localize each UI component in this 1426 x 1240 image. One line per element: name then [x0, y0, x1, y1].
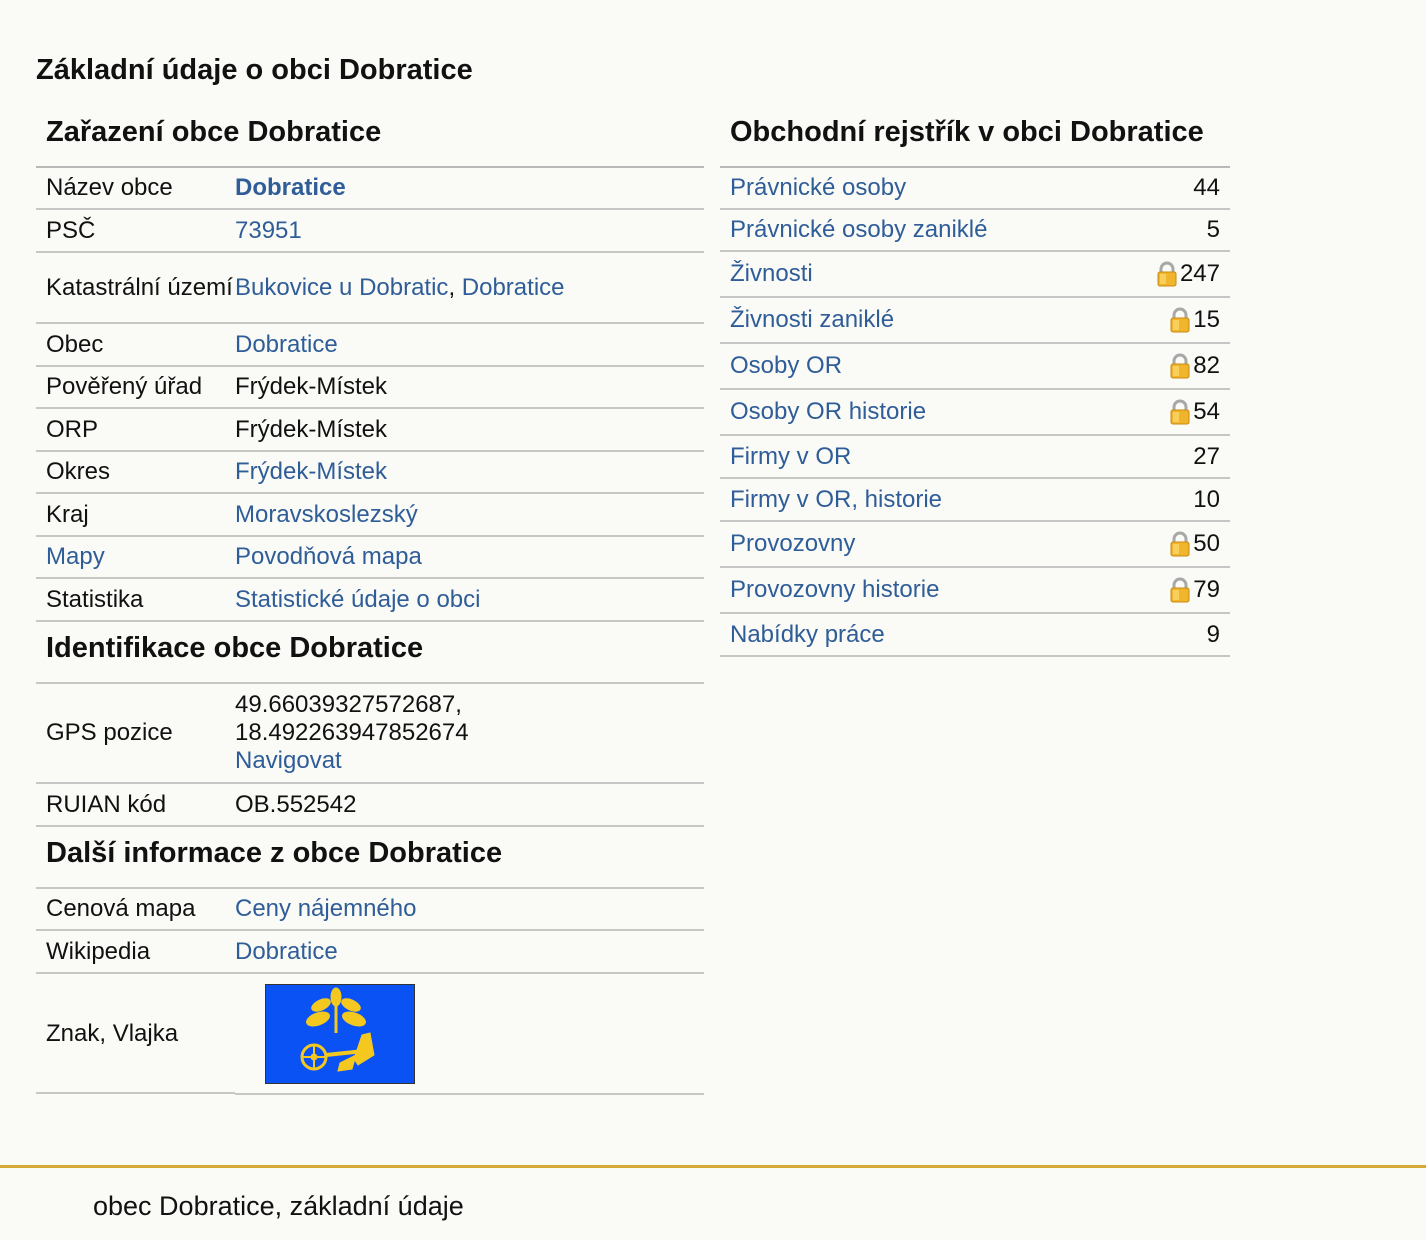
row-povereny-urad: [36, 367, 704, 409]
row-nazev-obce: [36, 168, 704, 210]
separator: ,: [448, 273, 462, 301]
row-okres: [36, 452, 704, 494]
page-title: Základní údaje o obci Dobratice: [36, 54, 473, 86]
row-mapy: [36, 537, 704, 579]
row-gps: [36, 684, 704, 784]
row-obec: [36, 324, 704, 367]
povodnova-mapa-link[interactable]: Povodňová mapa: [235, 543, 422, 570]
rejstrik-link[interactable]: Právnické osoby zaniklé: [730, 216, 988, 243]
row-psc: [36, 210, 704, 253]
rejstrik-link[interactable]: Právnické osoby: [730, 174, 907, 201]
rejstrik-count: [1170, 306, 1220, 334]
count-value: 27: [1193, 442, 1220, 470]
count-value: 50: [1193, 530, 1220, 557]
row-wikipedia: [36, 931, 704, 974]
ruian-value: OB.552542: [235, 790, 357, 818]
rejstrik-row: [720, 252, 1230, 298]
lock-icon: [1170, 577, 1190, 603]
rejstrik-count: [1193, 174, 1220, 202]
rejstrik-row: [720, 168, 1230, 210]
flag-emblem-icon: [266, 985, 414, 1083]
rejstrik-count: [1170, 576, 1220, 604]
row-label: Pověřený úřad: [46, 373, 203, 400]
gps-lat: 49.66039327572687,: [235, 691, 462, 718]
rejstrik-row: [720, 568, 1230, 614]
row-label: Kraj: [46, 500, 89, 528]
count-value: 15: [1193, 306, 1220, 333]
count-value: 10: [1193, 485, 1220, 513]
row-label: Statistika: [46, 585, 144, 613]
count-value: 9: [1206, 620, 1220, 648]
identifikace-title: Identifikace obce Dobratice: [36, 622, 704, 684]
rejstrik-link[interactable]: Firmy v OR: [730, 442, 852, 470]
row-znak-vlajka: [36, 974, 704, 1094]
rejstrik-count: [1157, 260, 1220, 288]
ceny-najemneho-link[interactable]: Ceny nájemného: [235, 895, 417, 922]
rejstrik-row: [720, 390, 1230, 436]
rejstrik-row: [720, 436, 1230, 479]
obec-name-link[interactable]: Dobratice: [235, 174, 346, 201]
row-ruian: [36, 784, 704, 827]
rejstrik-count: [1170, 530, 1220, 558]
obec-link[interactable]: Dobratice: [235, 330, 338, 358]
row-statistika: [36, 579, 704, 622]
count-value: 54: [1193, 398, 1220, 425]
footer-text: obec Dobratice, základní údaje: [93, 1191, 464, 1221]
flag-image[interactable]: [265, 984, 415, 1084]
row-label: Wikipedia: [46, 937, 151, 965]
row-katastralni-uzemi: [36, 253, 704, 324]
row-label: PSČ: [46, 216, 96, 244]
count-value: 82: [1193, 352, 1220, 379]
katastr-link-dobratice[interactable]: Dobratice: [461, 273, 565, 301]
lock-icon: [1157, 261, 1177, 287]
row-orp: [36, 409, 704, 452]
orp-value: Frýdek-Místek: [235, 415, 388, 443]
gps-lon: 18.492263947852674: [235, 719, 469, 746]
rejstrik-link[interactable]: Osoby OR historie: [730, 398, 927, 425]
count-value: 5: [1206, 216, 1220, 243]
rejstrik-link[interactable]: Nabídky práce: [730, 620, 885, 648]
rejstrik-title: Obchodní rejstřík v obci Dobratice: [720, 112, 1230, 168]
psc-link[interactable]: 73951: [235, 216, 302, 244]
rejstrik-row: [720, 344, 1230, 390]
rejstrik-count: [1207, 216, 1220, 244]
lock-icon: [1170, 399, 1190, 425]
rejstrik-row: [720, 614, 1230, 657]
kraj-link[interactable]: Moravskoslezský: [235, 500, 418, 528]
okres-link[interactable]: Frýdek-Místek: [235, 458, 388, 485]
rejstrik-row: [720, 522, 1230, 568]
rejstrik-link[interactable]: Osoby OR: [730, 352, 843, 379]
rejstrik-row: [720, 210, 1230, 252]
left-column: [36, 112, 704, 1094]
lock-icon: [1170, 353, 1190, 379]
row-label: Obec: [46, 330, 104, 358]
navigovat-link[interactable]: Navigovat: [235, 747, 342, 774]
rejstrik-row: [720, 479, 1230, 522]
statistika-link[interactable]: Statistické údaje o obci: [235, 585, 481, 613]
row-label: Okres: [46, 458, 111, 485]
rejstrik-link[interactable]: Firmy v OR, historie: [730, 485, 943, 513]
lock-icon: [1170, 531, 1190, 557]
row-label: ORP: [46, 415, 99, 443]
dalsi-title: Další informace z obce Dobratice: [36, 827, 704, 889]
rejstrik-link[interactable]: Provozovny: [730, 530, 856, 557]
rejstrik-count: [1170, 398, 1220, 426]
rejstrik-count: [1193, 443, 1220, 471]
mapy-link[interactable]: Mapy: [46, 543, 105, 570]
row-label: Znak, Vlajka: [46, 1020, 179, 1047]
row-label: Cenová mapa: [46, 895, 196, 922]
zarazeni-title: Zařazení obce Dobratice: [36, 112, 704, 168]
rejstrik-count: [1170, 352, 1220, 380]
row-label: GPS pozice: [46, 719, 173, 746]
rejstrik-count: [1207, 621, 1220, 649]
lock-icon: [1170, 307, 1190, 333]
row-label: Název obce: [46, 174, 173, 201]
rejstrik-count: [1193, 486, 1220, 514]
row-label: Katastrální území: [46, 273, 233, 301]
count-value: 79: [1193, 576, 1220, 603]
rejstrik-link[interactable]: Provozovny historie: [730, 576, 940, 603]
row-label: RUIAN kód: [46, 790, 167, 818]
row-cenova-mapa: [36, 889, 704, 931]
katastr-link-bukovice[interactable]: Bukovice u Dobratic: [235, 273, 449, 301]
count-value: 247: [1179, 260, 1220, 287]
right-column: [720, 112, 1230, 657]
footer-divider: [0, 1165, 1426, 1168]
rejstrik-link[interactable]: Živnosti: [730, 260, 813, 287]
rejstrik-row: [720, 298, 1230, 344]
povereny-urad-value: Frýdek-Místek: [235, 373, 388, 400]
wikipedia-link[interactable]: Dobratice: [235, 937, 338, 965]
count-value: 44: [1193, 174, 1220, 201]
rejstrik-link[interactable]: Živnosti zaniklé: [730, 306, 895, 333]
row-kraj: [36, 494, 704, 537]
